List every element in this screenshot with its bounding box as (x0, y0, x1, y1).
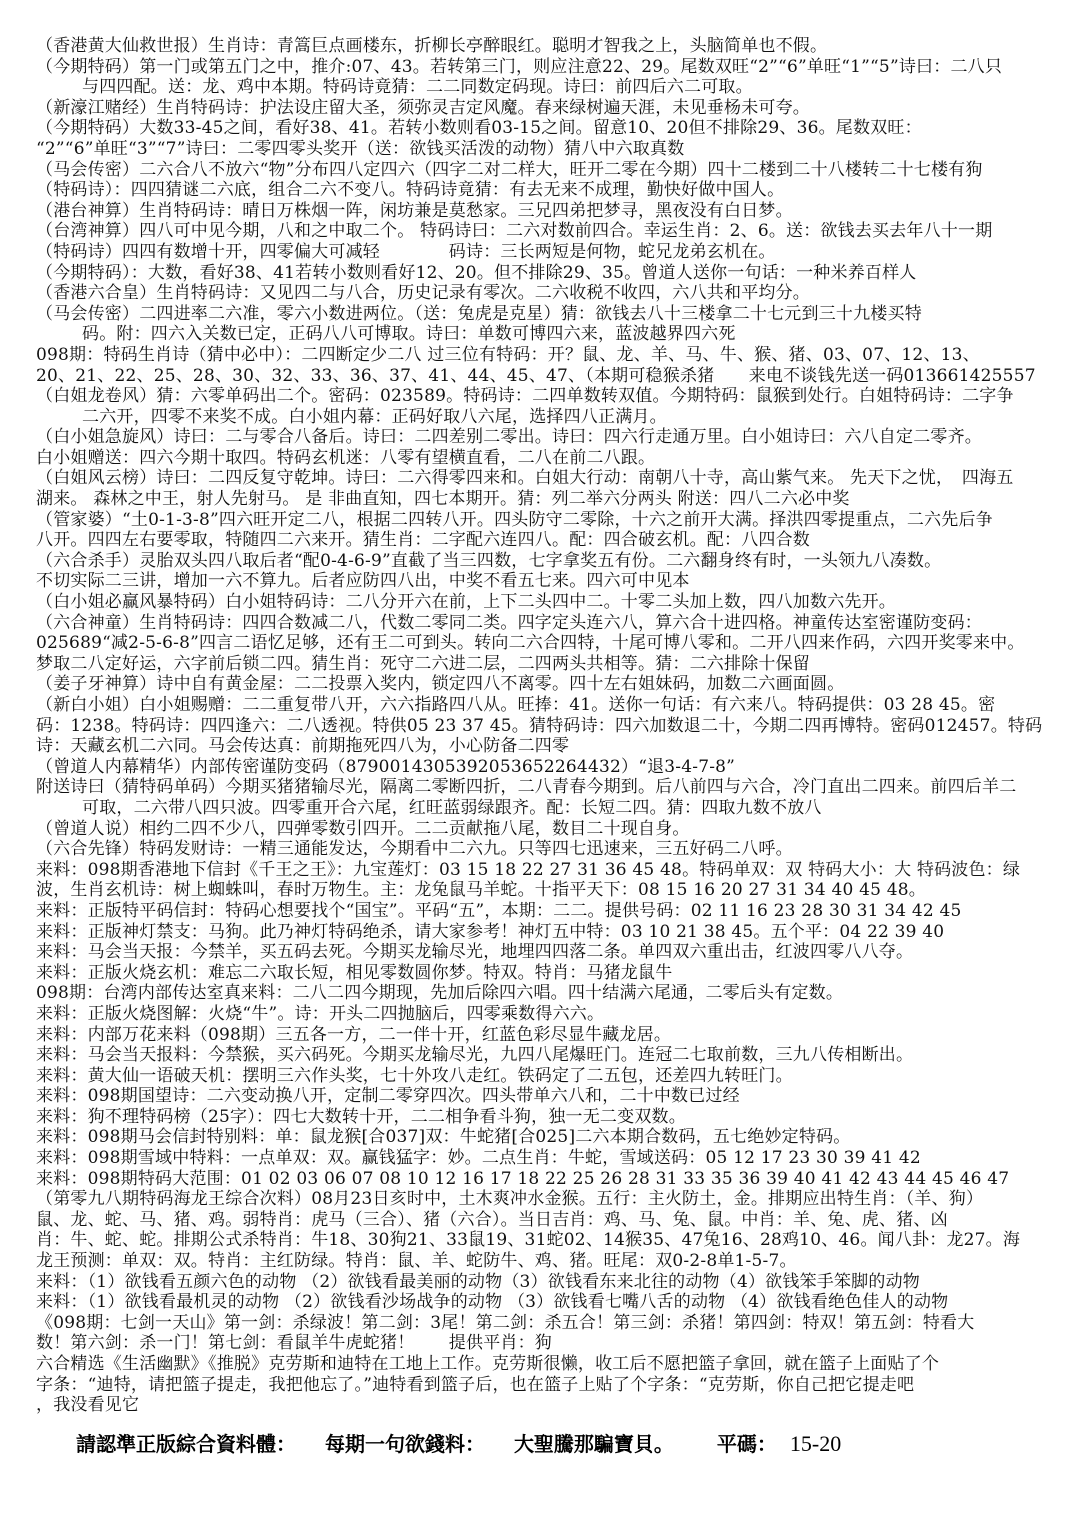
text-line: 诗：天藏玄机二六同。马会传达真：前期拖死四八为，小心防备二四零 (36, 736, 570, 757)
text-line: （白小姐急旋风）诗曰：二与零合八备后。诗曰：二四差别二零出。诗曰：四六行走通万里。白小姐诗曰：六八自定二零齐。 (36, 427, 982, 448)
text-line: （姜子牙神算）诗中自有黄金屋：二二投票入奖内，锁定四八不离零。四十左右姐妹码，加数二六画面圆。 (36, 674, 845, 695)
footer-slogan-2: 每期一句欲錢料： (324, 1432, 485, 1456)
text-line: 来料：098期雪域中特料：一点单双：双。赢钱猛字：妙。二点生肖：牛蛇，雪域送码：05 12 17 23 30 39 41 42 (36, 1148, 921, 1169)
text-line: 数！第六剑：杀一门！第七剑：看鼠羊牛虎蛇猪！ 提供平肖：狗 (36, 1333, 552, 1354)
text-line: 六合精选《生活幽默》《推脱》克劳斯和迪特在工地上工作。克劳斯很懒，收工后不愿把篮子拿回，就在篮子上面贴了个 (36, 1354, 940, 1374)
document-body (36, 36, 1048, 1416)
text-line: 不切实际二三讲，增加一六不算九。后者应防四八出，中奖不看五七来。四六可中见本 (36, 571, 690, 592)
text-line: （今期特码）：大数，看好38、41若转小数则看好12、20。但不排除29、35。曾道人送你一句话：一种米养百样人 (36, 262, 917, 283)
text-line: （曾道人说）相约二四不少八，四弹零数引四开。二二贡献拖八尾，数目二十现自身。 (36, 818, 690, 839)
footer-flat-code-label: 平碼： (716, 1432, 777, 1456)
text-line: 来料：正版特平码信封：特码心想要找个“国宝”。平码“五”，本期：二二。提供号码：02 11 16 23 28 30 31 34 42 45 (36, 900, 962, 921)
text-line: 湖来。 森林之中王，射人先射马。 是 非曲直知，四七本期开。猜：列二举六分两头 附送：四八二六必中奖 (36, 489, 850, 510)
text-line: （马会传密）二六合八不放六“物”分布四八定四六（四字二对二样大，旺开二零在今期）四十二楼到二十八楼转二十七楼有狗 (36, 159, 983, 180)
text-line: 来料：正版火烧玄机：难忘二六取长短，相见零数圆你梦。特双。特肖：马猪龙鼠牛 (36, 962, 673, 983)
text-line: 白小姐赠送：四六今期十取四。特码玄机迷：八零有望横直看，二八在前二八跟。 (36, 447, 656, 468)
text-line: （白姐风云榜）诗曰：二四反复守乾坤。诗曰：二六得零四来和。白姐大行动：南朝八十寺，高山紫气来。 先天下之忧， 四海五 (36, 468, 1014, 489)
text-line: 098期：特码生肖诗（猜中必中）：二四断定少二八 过三位有特码：开？鼠、龙、羊、马、牛、猴、猪、03、07、12、13、 (36, 344, 980, 365)
text-line: 025689“减2-5-6-8”四言二语忆足够，还有王二可到头。转向二六合四特，十尾可博八零和。二开八四来作码，六四开奖零来中。 (36, 633, 1025, 654)
text-line: （白小姐必赢风暴特码）白小姐特码诗：二八分开六在前，上下二头四中二。十零二头加上数，四八加数六先开。 (36, 592, 896, 613)
text-line: （白姐龙卷风）猜：六零单码出二个。密码：023589。特码诗：二四单数转双值。今期特码：鼠猴到处行。白姐特码诗：二字争 (36, 386, 1014, 407)
text-line: （今期特码）第一门或第五门之中，推介:07、43。若转第三门，则应注意22、29。尾数双旺“2”“6”单旺“1”“5”诗曰：二八只 (36, 56, 1003, 77)
text-line: 来料：内部万花来料（098期）三五各一方，二一伴十开，红蓝色彩尽显牛藏龙居。 (36, 1024, 672, 1045)
text-line: 二六开，四零不来奖不成。白小姐内幕：正码好取八六尾，选择四八正满月。 (82, 406, 667, 427)
footer-slogan-3: 大聖騰那騙寶貝。 (513, 1432, 674, 1456)
text-line: 来料：正版火烧图解：火烧“牛”。诗：开头二四抛脑后，四零乘数得六六。 (36, 1003, 605, 1024)
text-line: 来料：正版神灯禁支：马狗。此乃神灯特码绝杀，请大家参考！神灯五中特：03 10 21 38 45。五个平：04 22 39 40 (36, 921, 945, 942)
text-line: 来料：马会当天报：今禁羊，买五码去死。今期买龙输尽光，地埋四四落二条。单四双六重出击，红波四零八八夺。 (36, 942, 914, 963)
text-line: （香港六合皇）生肖特码诗：又见四二与八合，历史记录有零次。二六收税不收四，六八共和平均分。 (36, 283, 810, 304)
text-line: ，我没看见它 (36, 1395, 140, 1416)
text-line: 八开。四四左右要零取，特随四二六来开。猜生肖：二字配六连四八。配：四合破玄机。配：八四合数 (36, 530, 810, 551)
text-line: （管家婆）“土0-1-3-8”四六旺开定二八，根据二四转八开。四头防守二零除，十六之前开大满。择洪四零提重点，二六先后争 (36, 509, 993, 530)
text-line: （特码诗）：四四猜谜二六底，组合二六不变八。特码诗竟猜：有去无来不成理，勤快好做中国人。 (36, 180, 785, 201)
text-line: （台湾神算）四八可中见今期，八和之中取二个。 特码诗曰：二六对数前四合。幸运生肖：2、6。送：欲钱去买去年八十一期 (36, 221, 993, 242)
text-line: 码：1238。特码诗：四四逢六：二八透视。特供05 23 37 45。猜特码诗：四六加数退二十，今期二四再博特。密码012457。特码 (36, 715, 1043, 736)
text-line: 附送诗曰（猜特码单码）今期买猪猪输尽光，隔离二零断四折，二八青春今期到。后八前四与六合，冷门直出二四来。前四后羊二 (36, 777, 1017, 798)
footer-slogan-1: 請認準正版綜合資料體： (76, 1432, 296, 1456)
text-line: 来料：（1）欲钱看最机灵的动物 （2）欲钱看沙场战争的动物 （3）欲钱看七嘴八舌的动物 （4）欲钱看绝色佳人的动物 (36, 1292, 949, 1313)
text-line: 来料：098期香港地下信封《千王之王》：九宝莲灯：03 15 18 22 27 31 36 45 48。特码单双：双 特码大小：大 特码波色：绿 (36, 859, 1021, 880)
text-line: （第零九八期特码海龙王综合次料）08月23日亥时中，土木爽冲水金猴。五行：主火防土，金。排期应出特生肖：（羊、狗） (36, 1189, 984, 1210)
text-line: 波，生肖玄机诗：树上蜘蛛叫，春时万物生。主：龙兔鼠马羊蛇。十指平天下：08 15 16 20 27 31 34 40 45 48。 (36, 880, 926, 901)
text-line: “2”“6”单旺“3”“7”诗曰：二零四零头奖开（送：欲钱买活泼的动物）猜八中六取真数 (36, 138, 685, 159)
text-line: （特码诗）四四有数增十开，四零偏大可减轻 码诗：三长两短是何物，蛇兄龙弟玄机在。 (36, 241, 776, 262)
text-line: 肖：牛、蛇、蛇。排期公式杀特肖：牛18、30狗21、33鼠19、31蛇02、14猴35、47兔16、28鸡10、46。闻八卦：龙27。海 (36, 1230, 1021, 1251)
text-line: 来料：马会当天报料：今禁猴，买六码死。今期买龙输尽光，九四八尾爆旺门。连冠二七取前数，三九八传相断出。 (36, 1045, 914, 1066)
text-line: （六合杀手）灵胎双头四八取后者“配0-4-6-9”直截了当三四数，七字拿奖五有份。二六翻身终有时，一头领九八凑数。 (36, 550, 942, 571)
text-line: 20、21、22、25、28、30、32、33、36、37、41、44、45、47、（本期可稳猴杀猪 来电不谈钱先送一码013661425557 (36, 365, 1036, 386)
text-line: （今期特码）大数33-45之间，看好38、41。若转小数则看03-15之间。留意10、20但不排除29、36。尾数双旺： (36, 118, 922, 139)
footer-flat-code-value: 15-20 (789, 1431, 842, 1456)
text-line: 098期：台湾内部传达室真来料：二八二四今期现，先加后除四六唱。四十结满六尾通，二零后头有定数。 (36, 983, 844, 1004)
text-line: 龙王预测：单双：双。特肖：主红防绿。特肖：鼠、羊、蛇防牛、鸡、猪。旺尾：双0-2-8单1-5-7。 (36, 1251, 797, 1272)
text-line: 来料：098期特码大范围：01 02 03 06 07 08 10 12 16 17 18 22 25 26 28 31 33 35 36 39 40 41 42 43 44 45 46 47 (36, 1168, 1010, 1189)
text-line: 来料：狗不理特码榜（25字）：四七大数转十开，二二相争看斗狗，独一无二变双数。 (36, 1106, 686, 1127)
text-line: 码。附：四六入关数已定，正码八八可博取。诗曰：单数可博四六来，蓝波越界四六死 (82, 324, 736, 345)
text-line: 来料：098期国望诗：二六变动换八开，定制二零穿四次。四头带单六八和，二十中数已过经 (36, 1086, 740, 1107)
text-line: 梦取二八定好运，六字前后锁二四。猜生肖：死守二六进二层，二四两头共相等。猜：二六排除十保留 (36, 653, 810, 674)
text-line: 鼠、龙、蛇、马、猪、鸡。弱特肖：虎马（三合）、猪（六合）。当日吉肖：鸡、马、兔、鼠。中肖：羊、兔、虎、猪、凶 (36, 1209, 948, 1230)
footer-banner (76, 1430, 1036, 1458)
text-line: 来料：黄大仙一语破天机：摆明三六作头奖，七十外攻八走红。铁码定了二五包，还差四九转旺门。 (36, 1065, 793, 1086)
text-line: 与四四配。送：龙、鸡中本期。特码诗竟猜：二二同数定码现。诗曰：前四后六二可取。 (82, 77, 753, 98)
text-line: （港台神算）生肖特码诗：晴日万株烟一阵，闲坊兼是莫愁家。三兄四弟把梦寻，黑夜没有白日梦。 (36, 200, 793, 221)
text-line: （新白小姐）白小姐赐赠：二二重复带八开，六六指路四八从。旺捧：41。送你一句话：有六来八。特码提供：03 28 45。密 (36, 695, 996, 715)
text-line: 来料：098期马会信封特别料：单：鼠龙猴[合037]双：牛蛇猪[合025]二六本期合数码，五七绝妙定特码。 (36, 1127, 851, 1148)
text-line: 《098期：七剑一天山》第一剑：杀绿波！第二剑：3尾！第二剑：杀五合！第三剑：杀猪！第四剑：特双！第五剑：特看大 (36, 1312, 975, 1333)
text-line: 来料：（1）欲钱看五颜六色的动物 （2）欲钱看最美丽的动物（3）欲钱看东来北往的动物（4）欲钱笨手笨脚的动物 (36, 1271, 920, 1292)
text-line: （六合神童）生肖特码诗：四四合数减二八，代数二零同二类。四字定头连六八，算六合十进四格。神童传达室密谨防变码： (36, 612, 982, 633)
text-line: （六合先锋）特码发财诗：一精三通能发达，今期看中二六九。只等四七迅速来，三五好码二八呼。 (36, 839, 793, 860)
text-line: （香港黄大仙救世报）生肖诗：青篙巨点画楼东，折柳长亭醉眼红。聪明才智我之上，头脑简单也不假。 (36, 36, 828, 56)
text-line: （马会传密）二四进率二六准，零六小数进两位。（送：兔虎是克星）猜：欲钱去八十三楼拿二十七元到三十九楼买特 (36, 303, 922, 324)
text-line: 字条：“迪特，请把篮子提走，我把他忘了。”迪特看到篮子后，也在篮子上贴了个字条：“克劳斯，你自己把它提走吧 (36, 1374, 915, 1395)
text-line: （曾道人内幕精华）内部传密谨防变码（8790014305392053652264432）“退3-4-7-8” (36, 756, 736, 777)
text-line: 可取，二六带八四只波。四零重开合六尾，红旺蓝弱绿跟齐。配：长短二四。猜：四取九数不放八 (82, 797, 822, 818)
text-line: （新濠江赌经）生肖特码诗：护法设庄留大圣，须弥灵吉定风魔。春来绿树遍天涯，未见垂杨未可夸。 (36, 97, 810, 118)
